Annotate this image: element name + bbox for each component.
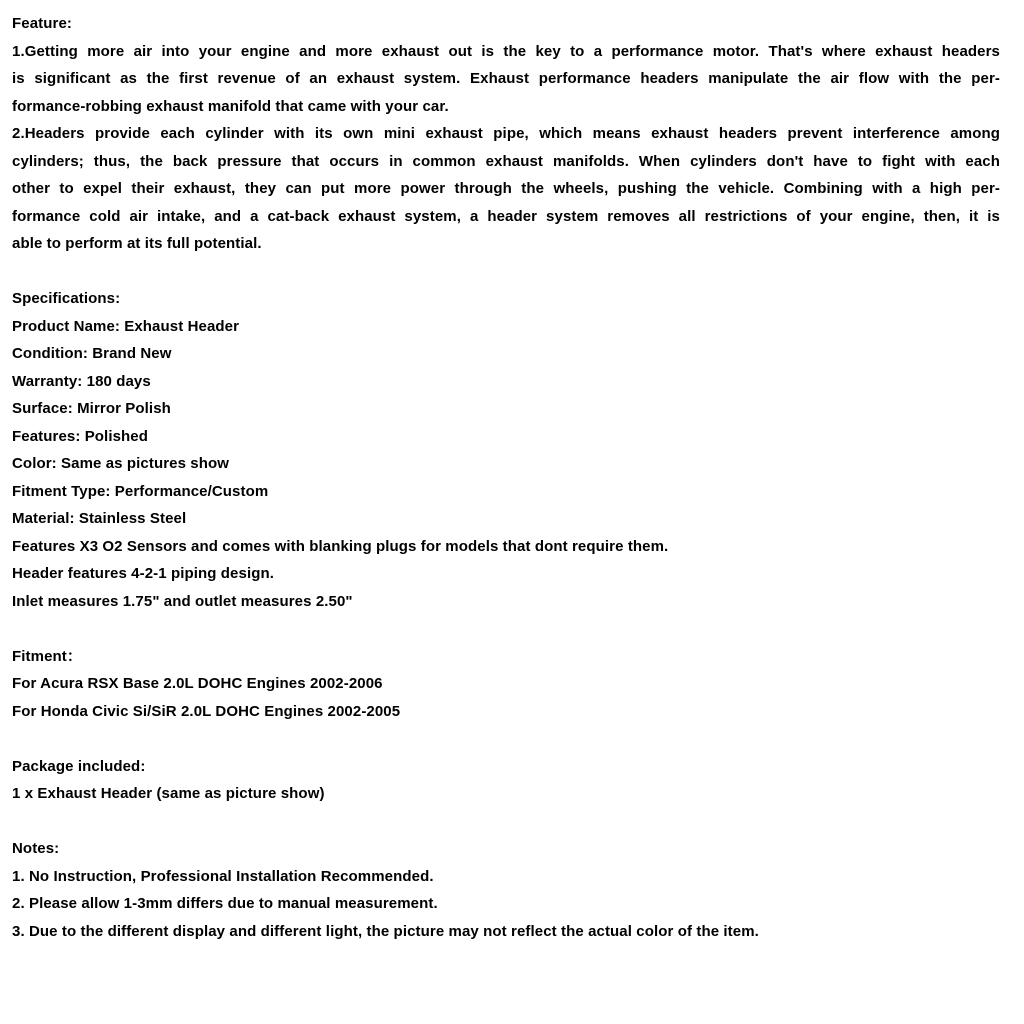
spec-color: Color: Same as pictures show bbox=[12, 455, 230, 472]
blank-line bbox=[12, 615, 1000, 643]
fitment-vehicle-line: For Acura RSX Base 2.0L DOHC Engines 2002-2006 bbox=[12, 675, 383, 692]
spec-surface: Surface: Mirror Polish bbox=[12, 400, 171, 417]
package-included-item: 1 x Exhaust Header (same as picture show) bbox=[12, 785, 325, 802]
feature-section bbox=[12, 10, 1000, 258]
spec-material: Material: Stainless Steel bbox=[12, 510, 187, 527]
note-line: 2. Please allow 1-3mm differs due to manual measurement. bbox=[12, 895, 438, 912]
notes-heading: Notes: bbox=[12, 840, 60, 857]
feature-paragraph-line: formance-robbing exhaust manifold that came with your car. bbox=[12, 97, 449, 115]
feature-paragraph-line: cylinders; thus, the back pressure that occurs in common exhaust manifolds. When cylinders don't have to fight with each bbox=[12, 152, 1000, 170]
feature-paragraph-line: 2.Headers provide each cylinder with its own mini exhaust pipe, which means exhaust headers prevent interference among bbox=[12, 125, 1000, 142]
note-line: 1. No Instruction, Professional Installation Recommended. bbox=[12, 867, 434, 885]
fitment-vehicle-line: For Honda Civic Si/SiR 2.0L DOHC Engines 2002-2005 bbox=[12, 702, 401, 720]
spec-warranty: Warranty: 180 days bbox=[12, 372, 151, 390]
note-line: 3. Due to the different display and different light, the picture may not reflect the actual color of the item. bbox=[12, 922, 759, 940]
notes-section bbox=[12, 835, 1000, 945]
feature-paragraph-line: able to perform at its full potential. bbox=[12, 235, 262, 252]
fitment-heading: Fitment： bbox=[12, 647, 82, 665]
feature-heading: Feature: bbox=[12, 15, 72, 32]
spec-fitment-type: Fitment Type: Performance/Custom bbox=[12, 482, 269, 500]
specifications-section bbox=[12, 285, 1000, 615]
blank-line bbox=[12, 725, 1000, 753]
fitment-section bbox=[12, 643, 1000, 726]
feature-paragraph-line: 1.Getting more air into your engine and more exhaust out is the key to a performance motor. That's where exhaust headers bbox=[12, 42, 1000, 60]
spec-piping-design: Header features 4-2-1 piping design. bbox=[12, 565, 274, 582]
blank-line bbox=[12, 808, 1000, 836]
specifications-heading: Specifications: bbox=[12, 290, 121, 307]
spec-measurements: Inlet measures 1.75" and outlet measures 2.50" bbox=[12, 592, 353, 610]
package-included-heading: Package included: bbox=[12, 757, 146, 775]
feature-paragraph-line: formance cold air intake, and a cat-back exhaust system, a header system removes all restrictions of your engine, then, it is bbox=[12, 207, 1000, 225]
spec-o2-sensors: Features X3 O2 Sensors and comes with blanking plugs for models that dont require them. bbox=[12, 537, 669, 555]
spec-features: Features: Polished bbox=[12, 427, 149, 445]
feature-paragraph-line: other to expel their exhaust, they can put more power through the wheels, pushing the vehicle. Combining with a high per- bbox=[12, 180, 1000, 197]
spec-condition: Condition: Brand New bbox=[12, 345, 172, 362]
feature-paragraph-line: is significant as the first revenue of an exhaust system. Exhaust performance headers manipulate the air flow with the per- bbox=[12, 70, 1000, 87]
blank-line bbox=[12, 258, 1000, 286]
package-included-section bbox=[12, 753, 1000, 808]
spec-product-name: Product Name: Exhaust Header bbox=[12, 317, 240, 335]
